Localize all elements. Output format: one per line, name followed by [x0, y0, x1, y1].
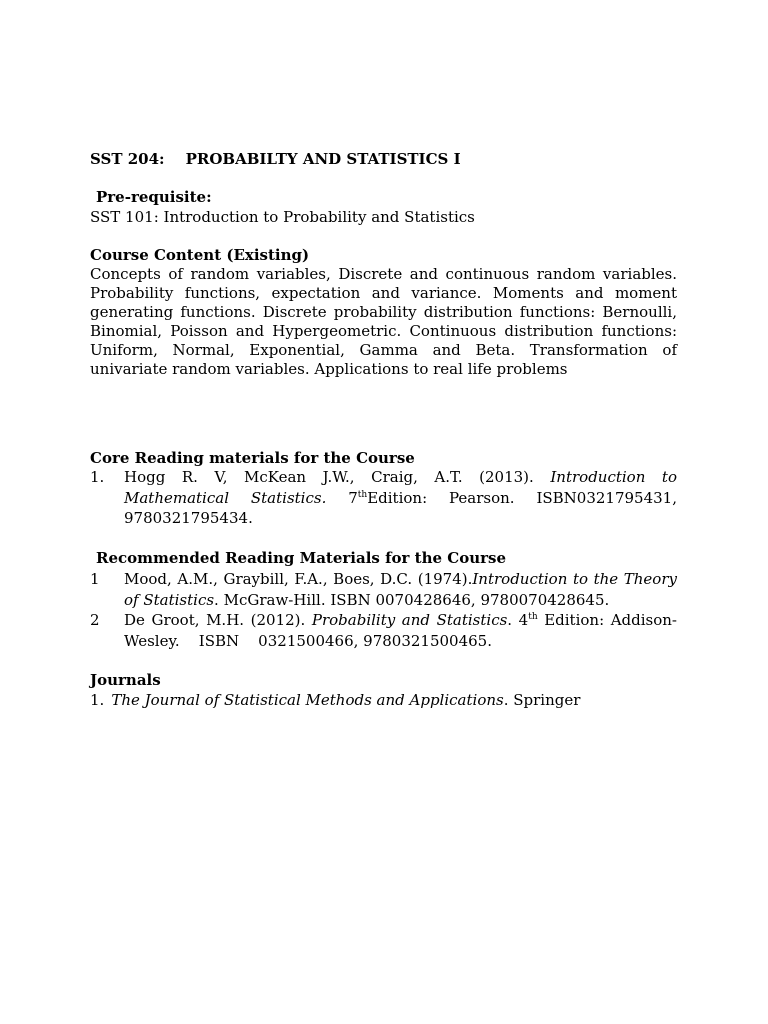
core-item-edition: 7 [348, 488, 358, 507]
journal-item-rest: . Springer [503, 691, 581, 709]
content-paragraph [90, 265, 677, 379]
core-item-isbn: 9780321795434. [124, 509, 253, 527]
recommended-item-line [124, 590, 677, 611]
recommended-item-number: 2 [90, 611, 100, 629]
recommended-item-text [124, 569, 677, 610]
document-page [90, 0, 677, 1024]
content-line: univariate random variables. Applications to real life problems [90, 360, 568, 378]
content-line: Concepts of random variables, Discrete and continuous random variables. [90, 265, 677, 283]
content-line: Probability functions, expectation and variance. Moments and moment [90, 284, 677, 302]
core-item-authors: Hogg R. V, McKean J.W., Craig, A.T. (2013). [124, 468, 534, 486]
core-item-title: Introduction to [550, 468, 677, 486]
recommended-item-number: 1 [90, 570, 100, 588]
recommended-item-line: Wesley. ISBN 0321500466, 9780321500465. [124, 631, 492, 650]
journal-item-number: 1. [90, 691, 105, 709]
core-item-title: Mathematical Statistics. [124, 488, 327, 507]
content-line: Binomial, Poisson and Hypergeometric. Continuous distribution functions: [90, 322, 677, 340]
recommended-item-line [124, 610, 677, 631]
journals-heading: Journals [90, 671, 161, 689]
recommended-item-authors: Mood, A.M., Graybill, F.A., Boes, D.C. (1974). [124, 570, 473, 588]
recommended-item-edition-rest: Edition: Addison- [537, 611, 678, 629]
recommended-item-line [124, 569, 677, 590]
content-line: Uniform, Normal, Exponential, Gamma and Beta. Transformation of [90, 341, 677, 359]
course-title [90, 150, 461, 169]
core-reading-heading: Core Reading materials for the Course [90, 449, 415, 467]
core-item-number: 1. [90, 468, 105, 486]
course-code: SST 204: [90, 150, 165, 168]
recommended-item-authors: De Groot, M.H. (2012). [124, 611, 306, 629]
core-item-edition-rest: Edition: Pearson. ISBN0321795431, [367, 488, 677, 507]
recommended-item-edition: . 4 [507, 611, 529, 629]
core-item-line [124, 488, 677, 509]
prerequisite-heading: Pre-requisite: [96, 188, 212, 206]
journal-item-title: The Journal of Statistical Methods and Applications [111, 691, 504, 709]
recommended-item-title: of Statistics [124, 590, 215, 609]
recommended-item-edition-sup: th [528, 612, 538, 622]
recommended-item-rest: . McGraw-Hill. ISBN 0070428646, 9780070428645. [214, 590, 610, 609]
core-item-text [124, 467, 677, 529]
recommended-reading-heading: Recommended Reading Materials for the Course [96, 549, 507, 567]
recommended-item-text [124, 610, 677, 651]
journal-item [90, 691, 580, 710]
prerequisite-text: SST 101: Introduction to Probability and Statistics [90, 208, 475, 226]
content-heading: Course Content (Existing) [90, 246, 310, 264]
content-line: generating functions. Discrete probability distribution functions: Bernoulli, [90, 303, 677, 321]
core-item-edition-sup: th [357, 489, 368, 500]
course-name: PROBABILTY AND STATISTICS I [185, 150, 461, 168]
recommended-item-title: Introduction to the Theory [472, 570, 677, 588]
core-item-line [124, 467, 677, 488]
recommended-item-title: Probability and Statistics [311, 611, 508, 629]
